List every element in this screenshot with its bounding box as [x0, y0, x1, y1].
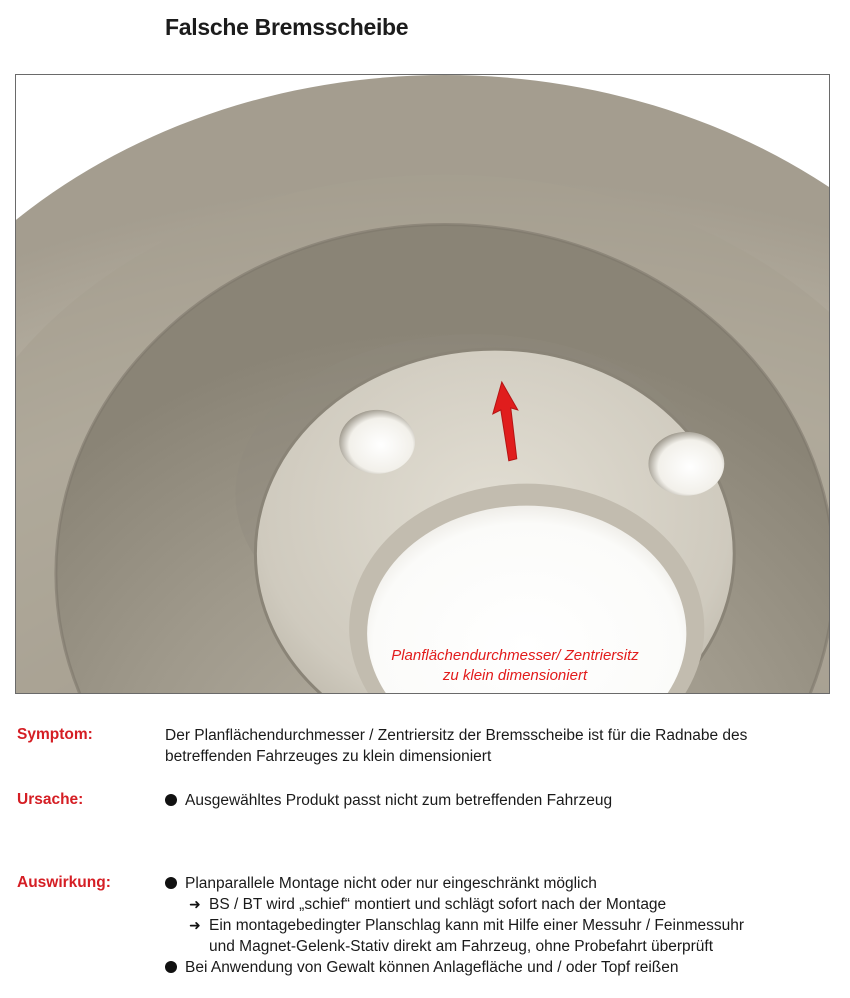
bolt-hole-left	[339, 410, 415, 474]
auswirkung-sub-2-continued: und Magnet-Gelenk-Stativ direkt am Fahrzeug, ohne Probefahrt überprüft	[209, 938, 714, 955]
symptom-label: Symptom:	[17, 726, 93, 743]
ursache-label: Ursache:	[17, 791, 84, 808]
bullet-icon	[165, 961, 177, 973]
bolt-hole-right	[648, 432, 724, 496]
caption-line-2: zu klein dimensioniert	[442, 667, 588, 684]
bullet-icon	[165, 877, 177, 889]
brake-disc-photo	[15, 74, 830, 694]
auswirkung-sub-1	[165, 894, 744, 915]
ursache-bullet-1-text: Ausgewähltes Produkt passt nicht zum betreffenden Fahrzeug	[185, 792, 613, 809]
page-title: Falsche Bremsscheibe	[165, 14, 409, 40]
auswirkung-label: Auswirkung:	[17, 874, 111, 891]
auswirkung-bullet-2	[165, 957, 744, 978]
symptom-text	[165, 725, 747, 767]
auswirkung-sub-1-text: BS / BT wird „schief“ montiert und schlägt sofort nach der Montage	[209, 896, 667, 913]
ursache-bullet-1	[165, 790, 612, 811]
auswirkung-bullet-1-text: Planparallele Montage nicht oder nur eingeschränkt möglich	[185, 875, 597, 892]
symptom-line-2: betreffenden Fahrzeuges zu klein dimensioniert	[165, 748, 492, 765]
caption-line-1: Planflächendurchmesser/ Zentriersitz	[391, 647, 639, 664]
arrow-right-icon: ➜	[189, 896, 201, 912]
auswirkung-sub-2-text: Ein montagebedingter Planschlag kann mit Hilfe einer Messuhr / Feinmessuhr	[209, 917, 745, 934]
brake-disc-illustration	[16, 75, 829, 693]
arrow-right-icon: ➜	[189, 917, 201, 933]
auswirkung-bullet-2-text: Bei Anwendung von Gewalt können Anlagefläche und / oder Topf reißen	[185, 959, 679, 976]
photo-caption	[350, 646, 680, 686]
auswirkung-text	[165, 873, 744, 978]
auswirkung-bullet-1	[165, 873, 744, 894]
auswirkung-sub-2	[165, 915, 744, 936]
bullet-icon	[165, 794, 177, 806]
symptom-line-1: Der Planflächendurchmesser / Zentriersitz der Bremsscheibe ist für die Radnabe des	[165, 727, 748, 744]
ursache-text	[165, 790, 612, 811]
